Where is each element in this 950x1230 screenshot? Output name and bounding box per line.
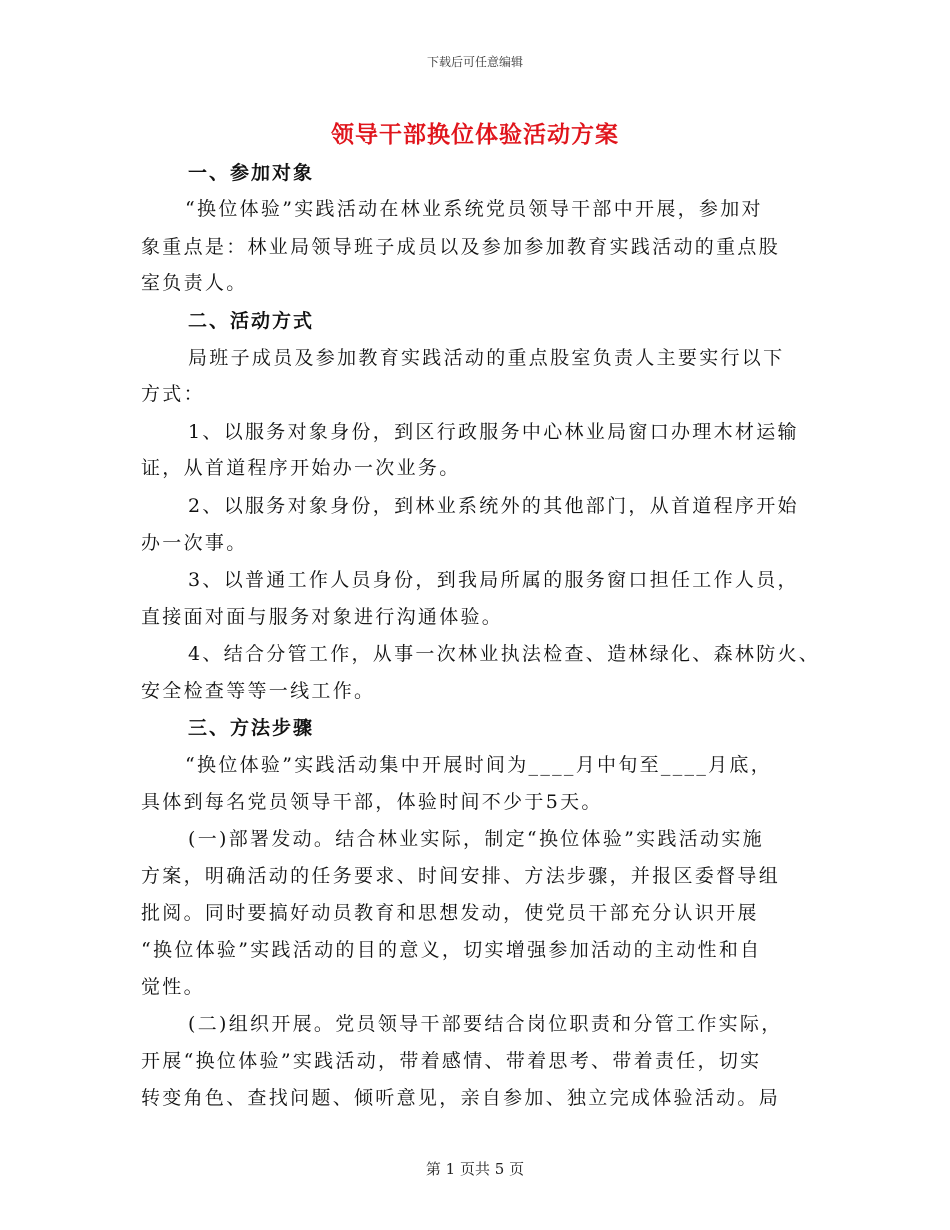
paragraph-line: (一)部署发动。结合林业实际，制定“换位体验”实践活动实施 [188,828,764,850]
paragraph-line: 觉性。 [141,976,205,998]
paragraph-line: 具体到每名党员领导干部，体验时间不少于5天。 [141,791,603,813]
paragraph-line: (二)组织开展。党员领导干部要结合岗位职责和分管工作实际， [188,1013,783,1035]
list-item-line: 办一次事。 [141,532,248,554]
paragraph-line: “换位体验”实践活动的目的意义，切实增强参加活动的主动性和自 [141,939,762,961]
section-heading-1: 一、参加对象 [188,162,315,184]
list-item-line: 证，从首道程序开始办一次业务。 [141,457,461,479]
paragraph-line: 室负责人。 [141,272,248,294]
section-heading-2: 二、活动方式 [188,310,315,332]
paragraph-line: 象重点是：林业局领导班子成员以及参加参加教育实践活动的重点股 [141,236,781,258]
list-item-line: 3、以普通工作人员身份，到我局所属的服务窗口担任工作人员， [188,569,799,591]
list-item-line: 安全检查等等一线工作。 [141,680,376,702]
page-footer: 第 1 页共 5 页 [425,1160,525,1178]
list-item-line: 4、结合分管工作，从事一次林业执法检查、造林绿化、森林防火、 [188,643,821,665]
paragraph-line: 开展“换位体验”实践活动，带着感情、带着思考、带着责任，切实 [141,1050,762,1072]
paragraph-line: 局班子成员及参加教育实践活动的重点股室负责人主要实行以下 [188,347,785,369]
paragraph-line: 转变角色、查找问题、倾听意见，亲自参加、独立完成体验活动。局 [141,1087,781,1109]
paragraph-line: 方案，明确活动的任务要求、时间安排、方法步骤，并报区委督导组 [141,865,781,887]
paragraph-line: “换位体验”实践活动集中开展时间为____月中旬至____月底， [185,754,773,776]
paragraph-line: “换位体验”实践活动在林业系统党员领导干部中开展，参加对 [185,198,763,220]
paragraph-line: 批阅。同时要搞好动员教育和思想发动，使党员干部充分认识开展 [141,902,759,924]
list-item-line: 2、以服务对象身份，到林业系统外的其他部门，从首道程序开始 [188,495,799,517]
section-heading-3: 三、方法步骤 [188,717,315,739]
page-header: 下载后可任意编辑 [426,55,523,69]
list-item-line: 1、以服务对象身份，到区行政服务中心林业局窗口办理木材运输 [188,421,799,443]
list-item-line: 直接面对面与服务对象进行沟通体验。 [141,606,504,628]
paragraph-line: 方式： [141,383,205,405]
document-title: 领导干部换位体验活动方案 [331,121,619,148]
